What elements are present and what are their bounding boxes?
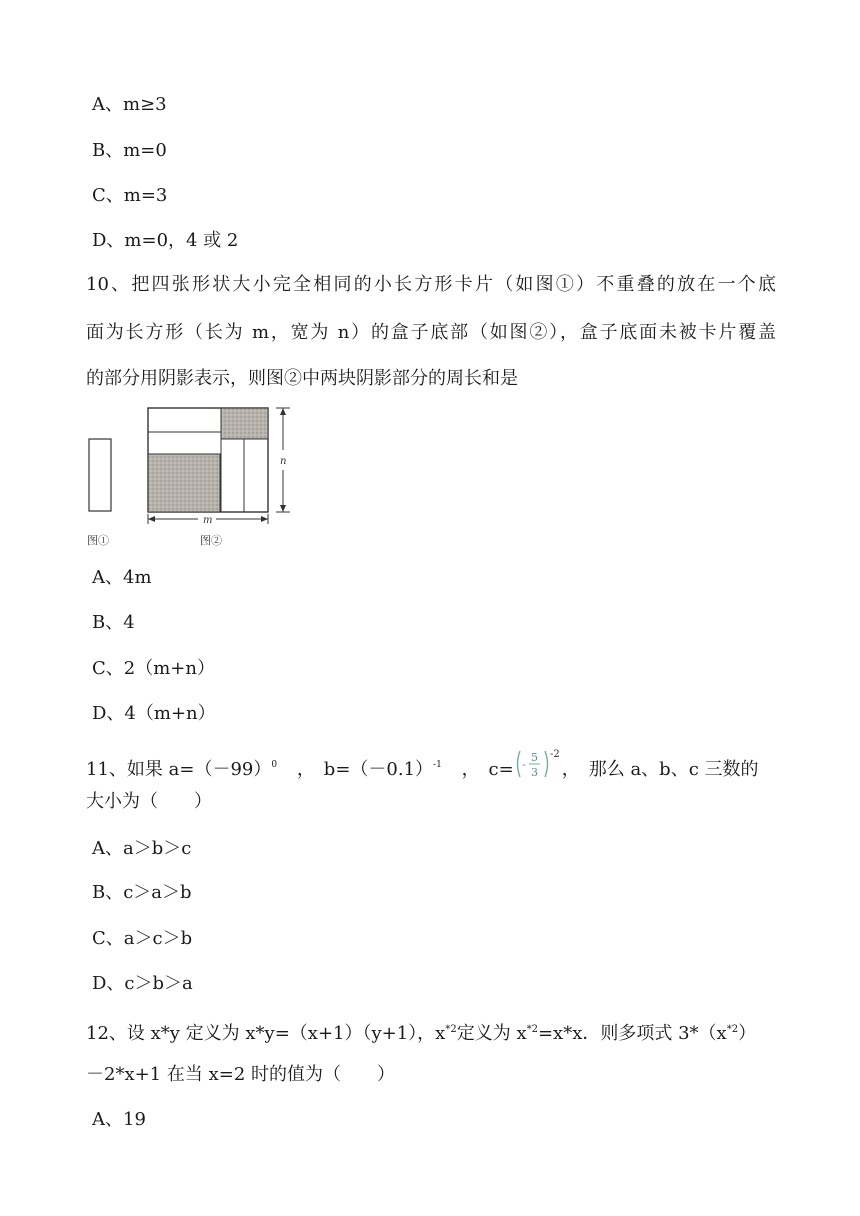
q11-c-sign: - xyxy=(521,758,526,771)
q12-stem-line1 xyxy=(86,1017,756,1047)
q10-option-b: B、4 xyxy=(92,612,135,633)
q11-option-d: D、c＞b＞a xyxy=(92,973,193,994)
q9-option-b: B、m=0 xyxy=(92,140,167,161)
q11-a-exponent: 0 xyxy=(271,760,278,770)
q11-option-c: C、a＞c＞b xyxy=(92,928,193,949)
q11-b-exponent: -1 xyxy=(433,760,442,770)
q11-c-numerator: 5 xyxy=(530,751,538,764)
q12-text-part4: ） xyxy=(738,1023,757,1044)
q11-option-a: A、a＞b＞c xyxy=(92,838,192,859)
fig1-card xyxy=(89,439,111,511)
q9-option-a: A、m≥3 xyxy=(92,94,167,115)
q12-text-part1: 12、设 x*y 定义为 x*y=（x+1）（y+1），x xyxy=(86,1023,446,1044)
q11-stem-line2: 大小为（ ） xyxy=(86,791,212,812)
q12-superscript-3: *2 xyxy=(726,1024,739,1035)
q11-a-expression: 11、如果 a=（－99） xyxy=(86,759,272,780)
q11-c-denominator: 3 xyxy=(530,766,538,779)
fig2-shadow-top-right xyxy=(221,408,268,439)
fig2-caption: 图② xyxy=(200,534,222,547)
q12-superscript-1: *2 xyxy=(445,1024,457,1035)
q10-stem-line1: 10、把四张形状大小完全相同的小长方形卡片（如图①）不重叠的放在一个底 xyxy=(86,274,776,295)
fig2-label-n: n xyxy=(280,456,287,467)
fig2-label-m: m xyxy=(203,515,213,526)
q11-c-fraction xyxy=(514,747,562,781)
q12-option-a: A、19 xyxy=(92,1109,146,1130)
q12-superscript-2: *2 xyxy=(526,1024,538,1035)
q12-text-part2: 定义为 x xyxy=(456,1023,527,1044)
q10-stem-line2: 面为长方形（长为 m，宽为 n）的盒子底部（如图②），盒子底面未被卡片覆盖 xyxy=(86,322,776,343)
q12-stem-line2: －2*x+1 在当 x=2 时的值为（ ） xyxy=(86,1064,395,1085)
q10-option-c: C、2（m+n） xyxy=(92,658,215,679)
q10-option-a: A、4m xyxy=(92,567,152,588)
fig1-caption: 图① xyxy=(87,534,109,547)
q11-c-exponent: -2 xyxy=(549,749,560,760)
q9-option-c: C、m=3 xyxy=(92,185,168,206)
q10-figure xyxy=(80,400,310,552)
q11-stem-tail: ， 那么 a、b、c 三数的 xyxy=(561,759,759,780)
q10-option-d: D、4（m+n） xyxy=(92,703,216,724)
q11-option-b: B、c＞a＞b xyxy=(92,882,192,903)
q11-stem-line1 xyxy=(86,749,776,787)
q10-stem-line3: 的部分用阴影表示，则图②中两块阴影部分的周长和是 xyxy=(86,368,518,389)
q9-option-d: D、m=0，4 或 2 xyxy=(92,230,239,251)
q11-c-expression: ， c= xyxy=(461,759,514,780)
q11-b-expression: ， b=（－0.1） xyxy=(296,759,434,780)
fig2-shadow-bottom-left xyxy=(148,454,220,512)
q12-text-part3: =x*x．则多项式 3*（x xyxy=(537,1023,727,1044)
